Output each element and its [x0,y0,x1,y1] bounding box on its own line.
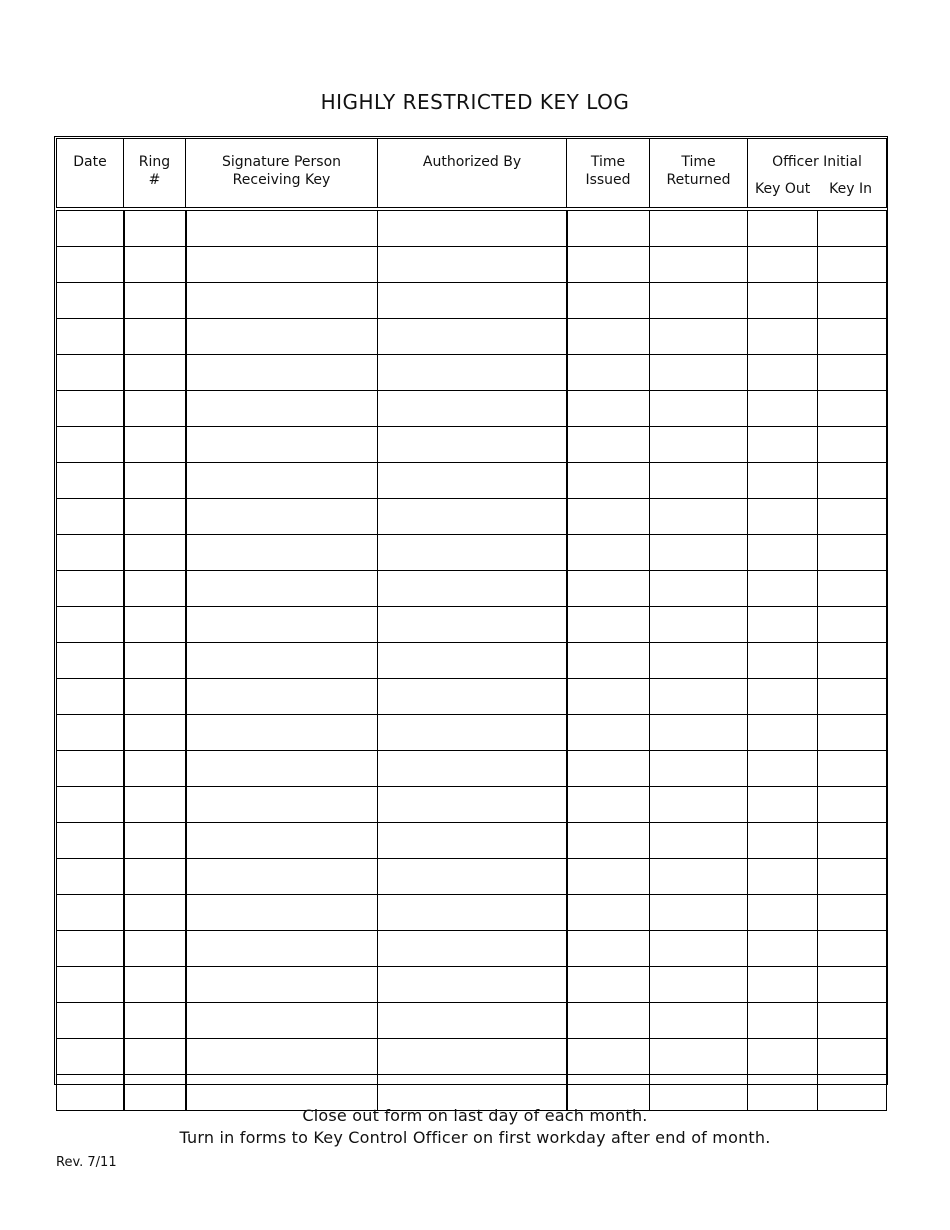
cell-key-in[interactable] [818,823,887,859]
footer-instruction-1: Close out form on last day of each month. [302,1106,648,1125]
cell-time-issued[interactable] [567,571,650,607]
cell-ring[interactable] [124,211,186,247]
column-header-date-label: Date [73,154,107,170]
cell-signature[interactable] [186,283,378,319]
cell-key-in[interactable] [818,607,887,643]
cell-date[interactable] [57,571,124,607]
cell-time-issued[interactable] [567,679,650,715]
cell-authorized-by[interactable] [378,463,567,499]
cell-date[interactable] [57,283,124,319]
cell-ring[interactable] [124,247,186,283]
cell-key-in[interactable] [818,1003,887,1039]
cell-date[interactable] [57,499,124,535]
cell-key-out[interactable] [748,787,818,823]
cell-ring[interactable] [124,427,186,463]
cell-key-in[interactable] [818,535,887,571]
cell-authorized-by[interactable] [378,643,567,679]
footer-instruction-2: Turn in forms to Key Control Officer on first workday after end of month. [179,1128,771,1147]
cell-time-issued[interactable] [567,751,650,787]
cell-time-issued[interactable] [567,823,650,859]
table-row [57,319,887,355]
cell-key-in[interactable] [818,499,887,535]
cell-ring[interactable] [124,607,186,643]
cell-authorized-by[interactable] [378,679,567,715]
cell-key-out[interactable] [748,1039,818,1075]
cell-ring[interactable] [124,967,186,1003]
cell-ring[interactable] [124,751,186,787]
cell-authorized-by[interactable] [378,211,567,247]
revision-label: Rev. 7/11 [56,1155,117,1170]
cell-time-returned[interactable] [650,211,748,247]
cell-ring[interactable] [124,715,186,751]
cell-signature[interactable] [186,247,378,283]
cell-authorized-by[interactable] [378,391,567,427]
column-header-signature [186,139,378,208]
table-row [57,643,887,679]
cell-time-returned[interactable] [650,679,748,715]
cell-ring[interactable] [124,319,186,355]
cell-time-issued[interactable] [567,247,650,283]
cell-key-out[interactable] [748,499,818,535]
table-row [57,607,887,643]
cell-date[interactable] [57,427,124,463]
column-header-authorized-by [378,139,567,208]
cell-date[interactable] [57,787,124,823]
cell-key-in[interactable] [818,859,887,895]
cell-signature[interactable] [186,391,378,427]
cell-authorized-by[interactable] [378,859,567,895]
cell-authorized-by[interactable] [378,787,567,823]
table-row [57,427,887,463]
cell-date[interactable] [57,715,124,751]
cell-signature[interactable] [186,463,378,499]
cell-key-in[interactable] [818,967,887,1003]
cell-time-issued[interactable] [567,967,650,1003]
cell-key-in[interactable] [818,211,887,247]
cell-date[interactable] [57,751,124,787]
table-row [57,283,887,319]
cell-date[interactable] [57,319,124,355]
cell-time-returned[interactable] [650,823,748,859]
cell-date[interactable] [57,463,124,499]
cell-time-returned[interactable] [650,1003,748,1039]
cell-time-returned[interactable] [650,895,748,931]
cell-date[interactable] [57,247,124,283]
cell-key-out[interactable] [748,571,818,607]
column-header-time-issued-line2: Issued [585,172,631,188]
cell-time-issued[interactable] [567,391,650,427]
cell-key-in[interactable] [818,1039,887,1075]
cell-authorized-by[interactable] [378,319,567,355]
table-row [57,715,887,751]
cell-authorized-by[interactable] [378,715,567,751]
table-row [57,1039,887,1075]
cell-key-in[interactable] [818,355,887,391]
cell-ring[interactable] [124,499,186,535]
cell-time-issued[interactable] [567,355,650,391]
column-header-officer-initial-label: Officer Initial [772,154,862,170]
cell-time-returned[interactable] [650,751,748,787]
cell-time-issued[interactable] [567,787,650,823]
cell-authorized-by[interactable] [378,1039,567,1075]
table-row [57,355,887,391]
cell-key-in[interactable] [818,931,887,967]
cell-signature[interactable] [186,1003,378,1039]
column-header-key-out: Key Out [755,181,811,197]
cell-signature[interactable] [186,715,378,751]
cell-key-in[interactable] [818,895,887,931]
cell-signature[interactable] [186,823,378,859]
cell-time-returned[interactable] [650,787,748,823]
cell-time-issued[interactable] [567,319,650,355]
cell-signature[interactable] [186,499,378,535]
cell-time-returned[interactable] [650,931,748,967]
cell-authorized-by[interactable] [378,1003,567,1039]
column-header-date [57,139,124,208]
cell-authorized-by[interactable] [378,283,567,319]
cell-key-in[interactable] [818,787,887,823]
cell-ring[interactable] [124,1039,186,1075]
cell-key-out[interactable] [748,931,818,967]
table-row [57,859,887,895]
cell-authorized-by[interactable] [378,355,567,391]
cell-key-out[interactable] [748,211,818,247]
column-header-officer-initial [748,139,887,208]
cell-key-in[interactable] [818,679,887,715]
cell-key-out[interactable] [748,247,818,283]
cell-ring[interactable] [124,1003,186,1039]
cell-key-out[interactable] [748,391,818,427]
cell-key-out[interactable] [748,751,818,787]
table-row [57,787,887,823]
cell-ring[interactable] [124,895,186,931]
cell-signature[interactable] [186,859,378,895]
cell-ring[interactable] [124,931,186,967]
cell-time-returned[interactable] [650,715,748,751]
cell-time-returned[interactable] [650,859,748,895]
cell-signature[interactable] [186,319,378,355]
cell-signature[interactable] [186,751,378,787]
cell-key-in[interactable] [818,751,887,787]
cell-time-issued[interactable] [567,463,650,499]
cell-ring[interactable] [124,571,186,607]
cell-authorized-by[interactable] [378,499,567,535]
cell-ring[interactable] [124,391,186,427]
cell-signature[interactable] [186,571,378,607]
cell-date[interactable] [57,535,124,571]
table-row [57,1003,887,1039]
cell-ring[interactable] [124,859,186,895]
cell-key-out[interactable] [748,319,818,355]
cell-ring[interactable] [124,787,186,823]
cell-authorized-by[interactable] [378,931,567,967]
cell-key-in[interactable] [818,571,887,607]
cell-time-returned[interactable] [650,1039,748,1075]
cell-ring[interactable] [124,355,186,391]
cell-date[interactable] [57,679,124,715]
cell-time-issued[interactable] [567,931,650,967]
cell-key-in[interactable] [818,283,887,319]
cell-time-issued[interactable] [567,1039,650,1075]
key-log-table [56,138,887,1111]
cell-date[interactable] [57,931,124,967]
cell-authorized-by[interactable] [378,535,567,571]
cell-signature[interactable] [186,679,378,715]
table-row [57,499,887,535]
cell-authorized-by[interactable] [378,607,567,643]
cell-signature[interactable] [186,1039,378,1075]
cell-key-out[interactable] [748,715,818,751]
cell-time-returned[interactable] [650,967,748,1003]
table-row [57,571,887,607]
cell-key-out[interactable] [748,463,818,499]
cell-time-issued[interactable] [567,607,650,643]
cell-signature[interactable] [186,211,378,247]
cell-time-returned[interactable] [650,535,748,571]
cell-ring[interactable] [124,535,186,571]
cell-time-issued[interactable] [567,715,650,751]
cell-key-out[interactable] [748,607,818,643]
cell-time-issued[interactable] [567,499,650,535]
column-header-time-issued-line1: Time [590,154,626,170]
cell-ring[interactable] [124,679,186,715]
cell-key-in[interactable] [818,319,887,355]
cell-key-out[interactable] [748,967,818,1003]
cell-time-issued[interactable] [567,211,650,247]
cell-time-returned[interactable] [650,283,748,319]
cell-signature[interactable] [186,607,378,643]
cell-date[interactable] [57,211,124,247]
column-header-time-returned-line1: Time [681,154,716,170]
cell-key-in[interactable] [818,643,887,679]
page-title: HIGHLY RESTRICTED KEY LOG [320,90,630,114]
cell-key-in[interactable] [818,427,887,463]
cell-time-issued[interactable] [567,427,650,463]
cell-time-returned[interactable] [650,463,748,499]
cell-time-returned[interactable] [650,643,748,679]
cell-time-issued[interactable] [567,859,650,895]
cell-key-out[interactable] [748,679,818,715]
cell-key-out[interactable] [748,535,818,571]
cell-time-returned[interactable] [650,391,748,427]
cell-key-out[interactable] [748,859,818,895]
cell-date[interactable] [57,1003,124,1039]
cell-time-returned[interactable] [650,355,748,391]
cell-ring[interactable] [124,823,186,859]
column-header-ring [124,139,186,208]
table-row [57,895,887,931]
cell-key-out[interactable] [748,427,818,463]
column-header-signature-line1: Signature Person [221,154,342,170]
cell-signature[interactable] [186,931,378,967]
cell-key-in[interactable] [818,463,887,499]
column-header-time-returned [650,139,748,208]
table-row [57,679,887,715]
cell-date[interactable] [57,859,124,895]
table-row [57,211,887,247]
cell-signature[interactable] [186,643,378,679]
cell-signature[interactable] [186,967,378,1003]
cell-signature[interactable] [186,427,378,463]
cell-time-returned[interactable] [650,247,748,283]
column-header-time-returned-line2: Returned [666,172,731,188]
cell-key-out[interactable] [748,283,818,319]
cell-key-in[interactable] [818,391,887,427]
header-row [57,139,887,208]
column-header-signature-line2: Receiving Key [232,172,331,188]
cell-ring[interactable] [124,643,186,679]
cell-signature[interactable] [186,355,378,391]
cell-time-issued[interactable] [567,283,650,319]
table-row [57,247,887,283]
cell-key-out[interactable] [748,823,818,859]
cell-time-returned[interactable] [650,319,748,355]
cell-time-returned[interactable] [650,499,748,535]
cell-date[interactable] [57,607,124,643]
cell-signature[interactable] [186,787,378,823]
cell-time-returned[interactable] [650,427,748,463]
cell-time-issued[interactable] [567,1003,650,1039]
cell-time-returned[interactable] [650,607,748,643]
cell-time-issued[interactable] [567,895,650,931]
cell-key-out[interactable] [748,643,818,679]
column-header-authorized-by-label: Authorized By [422,154,522,170]
cell-time-issued[interactable] [567,643,650,679]
table-row [57,535,887,571]
table-row [57,751,887,787]
cell-key-in[interactable] [818,715,887,751]
cell-time-returned[interactable] [650,571,748,607]
cell-time-issued[interactable] [567,535,650,571]
cell-authorized-by[interactable] [378,823,567,859]
cell-date[interactable] [57,823,124,859]
table-row [57,823,887,859]
cell-ring[interactable] [124,283,186,319]
cell-key-out[interactable] [748,895,818,931]
cell-date[interactable] [57,895,124,931]
table-row [57,391,887,427]
cell-authorized-by[interactable] [378,967,567,1003]
officer-initial-subheaders [748,180,886,198]
cell-authorized-by[interactable] [378,751,567,787]
key-log-body [57,211,887,1111]
cell-date[interactable] [57,1039,124,1075]
cell-ring[interactable] [124,463,186,499]
column-header-ring-label: Ring [138,154,171,170]
column-header-ring-hash: # [148,172,161,188]
column-header-key-in: Key In [829,181,872,197]
table-row [57,931,887,967]
cell-authorized-by[interactable] [378,571,567,607]
cell-key-in[interactable] [818,247,887,283]
column-header-time-issued [567,139,650,208]
cell-signature[interactable] [186,535,378,571]
cell-date[interactable] [57,643,124,679]
cell-key-out[interactable] [748,355,818,391]
cell-key-out[interactable] [748,1003,818,1039]
table-row [57,463,887,499]
cell-date[interactable] [57,967,124,1003]
cell-authorized-by[interactable] [378,895,567,931]
cell-date[interactable] [57,391,124,427]
cell-date[interactable] [57,355,124,391]
cell-authorized-by[interactable] [378,247,567,283]
cell-authorized-by[interactable] [378,427,567,463]
cell-signature[interactable] [186,895,378,931]
table-row [57,967,887,1003]
